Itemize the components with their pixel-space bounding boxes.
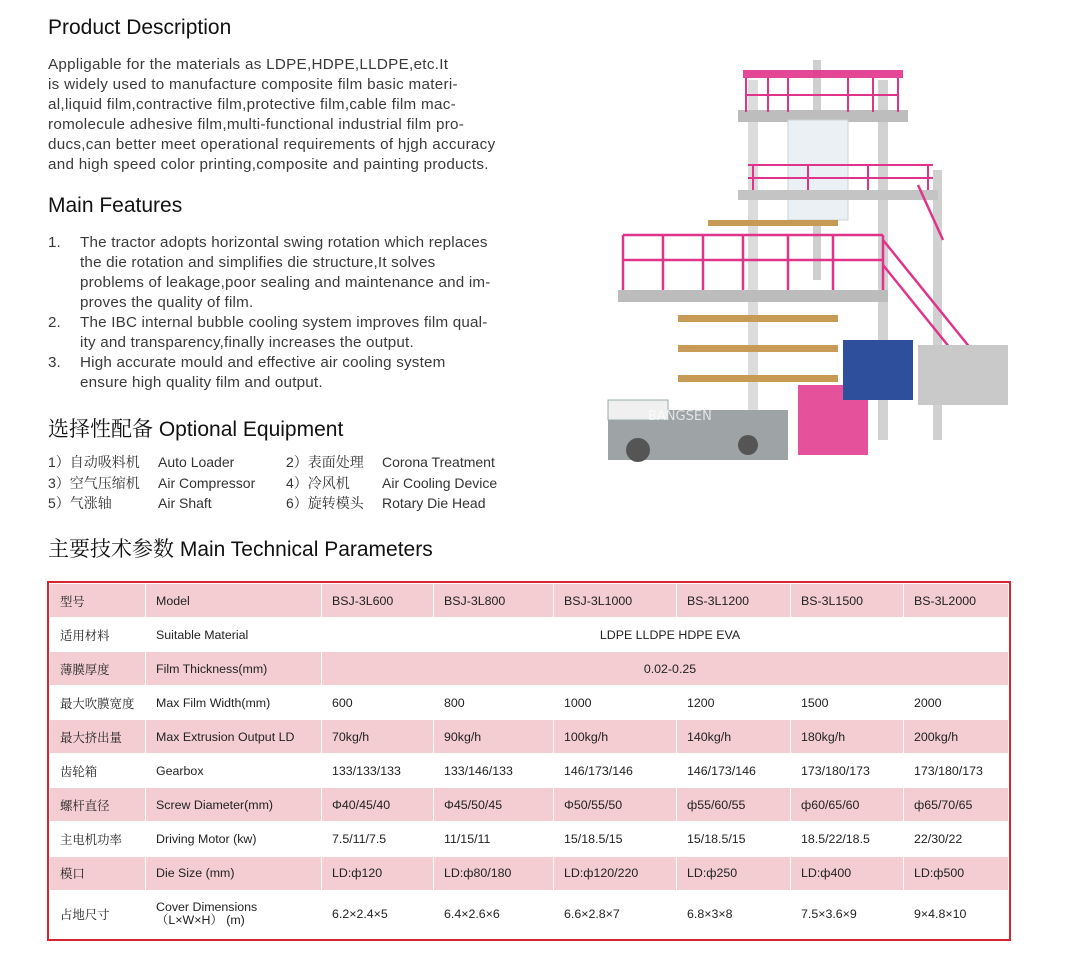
table-cell: ф55/60/55 xyxy=(677,788,791,822)
table-cell: 600 xyxy=(322,686,434,720)
table-cell: 146/173/146 xyxy=(677,754,791,788)
table-cell: Φ50/55/50 xyxy=(554,788,677,822)
feature-number: 1. xyxy=(48,234,61,251)
table-row xyxy=(50,822,1009,856)
description-line: al,liquid film,contractive film,protective film,cable film mac- xyxy=(48,96,456,113)
table-cell: 133/146/133 xyxy=(434,754,554,788)
optional-en: Corona Treatment xyxy=(382,454,495,471)
feature-text xyxy=(80,353,542,393)
table-cell: LD:ф250 xyxy=(677,856,791,890)
table-cell: 6.6×2.8×7 xyxy=(554,890,677,938)
row-label-en: Die Size (mm) xyxy=(146,856,322,890)
table-cell: BS-3L1500 xyxy=(791,584,904,618)
table-cell: Φ45/50/45 xyxy=(434,788,554,822)
row-label-en: Max Extrusion Output LD xyxy=(146,720,322,754)
table-cell: 180kg/h xyxy=(791,720,904,754)
table-cell: 18.5/22/18.5 xyxy=(791,822,904,856)
optional-row xyxy=(48,473,542,494)
table-cell: BSJ-3L600 xyxy=(322,584,434,618)
table-cell: LD:ф120 xyxy=(322,856,434,890)
row-label-cn: 螺杆直径 xyxy=(50,788,146,822)
description-line: ducs,can better meet operational requirements of hjgh accuracy xyxy=(48,136,496,153)
feature-line: The IBC internal bubble cooling system improves film qual- xyxy=(80,314,488,331)
row-label-en: Suitable Material xyxy=(146,618,322,652)
main-features-list xyxy=(48,233,542,393)
table-cell: 22/30/22 xyxy=(904,822,1009,856)
table-cell: 133/133/133 xyxy=(322,754,434,788)
table-cell: BSJ-3L800 xyxy=(434,584,554,618)
optional-equipment-title: 选择性配备 Optional Equipment xyxy=(48,418,344,441)
row-label-cn: 齿轮箱 xyxy=(50,754,146,788)
table-cell: 7.5×3.6×9 xyxy=(791,890,904,938)
table-row xyxy=(50,652,1009,686)
table-cell: 100kg/h xyxy=(554,720,677,754)
table-cell: 173/180/173 xyxy=(791,754,904,788)
row-label-cn: 薄膜厚度 xyxy=(50,652,146,686)
table-cell: 6.4×2.6×6 xyxy=(434,890,554,938)
table-cell: 173/180/173 xyxy=(904,754,1009,788)
optional-equipment-list xyxy=(48,452,542,514)
table-row xyxy=(50,720,1009,754)
table-cell: 200kg/h xyxy=(904,720,1009,754)
table-cell: 140kg/h xyxy=(677,720,791,754)
optional-en: Air Compressor xyxy=(158,474,256,491)
table-cell: 15/18.5/15 xyxy=(554,822,677,856)
row-label-en: Cover Dimensions （L×W×H） (m) xyxy=(146,890,322,938)
table-cell: 70kg/h xyxy=(322,720,434,754)
row-label-cn: 主电机功率 xyxy=(50,822,146,856)
table-cell-merged: 0.02-0.25 xyxy=(322,652,1009,686)
feature-line: The tractor adopts horizontal swing rotation which replaces xyxy=(80,234,488,251)
table-row xyxy=(50,890,1009,938)
row-label-cn: 占地尺寸 xyxy=(50,890,146,938)
table-cell: 15/18.5/15 xyxy=(677,822,791,856)
table-cell: 90kg/h xyxy=(434,720,554,754)
table-row xyxy=(50,754,1009,788)
table-row xyxy=(50,856,1009,890)
table-row xyxy=(50,618,1009,652)
optional-cn: 5）气涨轴 xyxy=(48,495,112,512)
description-line: and high speed color printing,composite and painting products. xyxy=(48,156,489,173)
feature-line: High accurate mould and effective air cooling system xyxy=(80,354,446,371)
feature-item xyxy=(48,233,542,313)
table-cell: 11/15/11 xyxy=(434,822,554,856)
table-cell: BSJ-3L1000 xyxy=(554,584,677,618)
table-cell: 6.8×3×8 xyxy=(677,890,791,938)
technical-parameters-title: 主要技术参数 Main Technical Parameters xyxy=(48,538,433,561)
optional-cn: 2）表面处理 xyxy=(286,454,364,471)
table-cell: LD:ф400 xyxy=(791,856,904,890)
optional-cn: 6）旋转模头 xyxy=(286,495,364,512)
watermark-text: BANGSEN xyxy=(648,409,712,424)
optional-en: Rotary Die Head xyxy=(382,495,486,512)
optional-en: Air Shaft xyxy=(158,495,212,512)
optional-cn: 4）冷风机 xyxy=(286,474,350,491)
table-cell: ф60/65/60 xyxy=(791,788,904,822)
row-label-en: Driving Motor (kw) xyxy=(146,822,322,856)
row-label-en: Film Thickness(mm) xyxy=(146,652,322,686)
row-label-en: Max Film Width(mm) xyxy=(146,686,322,720)
table-cell: Φ40/45/40 xyxy=(322,788,434,822)
table-cell: BS-3L1200 xyxy=(677,584,791,618)
table-cell: 7.5/11/7.5 xyxy=(322,822,434,856)
table-cell: LD:ф500 xyxy=(904,856,1009,890)
row-label-cn: 适用材料 xyxy=(50,618,146,652)
table-cell: 1200 xyxy=(677,686,791,720)
row-label-cn: 最大吹膜宽度 xyxy=(50,686,146,720)
feature-number: 2. xyxy=(48,314,61,331)
table-cell: 9×4.8×10 xyxy=(904,890,1009,938)
row-label-en: Model xyxy=(146,584,322,618)
description-line: is widely used to manufacture composite film basic materi- xyxy=(48,76,458,93)
machine-frame xyxy=(608,60,1008,462)
table-cell: 146/173/146 xyxy=(554,754,677,788)
table-row xyxy=(50,584,1009,618)
feature-line: the die rotation and simplifies die structure,It solves xyxy=(80,254,436,271)
table-cell: BS-3L2000 xyxy=(904,584,1009,618)
main-features-title: Main Features xyxy=(48,194,183,217)
feature-line: proves the quality of film. xyxy=(80,294,254,311)
row-label-cn: 最大挤出量 xyxy=(50,720,146,754)
description-line: romolecule adhesive film,multi-functional industrial film pro- xyxy=(48,116,465,133)
table-cell: LD:ф80/180 xyxy=(434,856,554,890)
table-cell: 800 xyxy=(434,686,554,720)
feature-line: problems of leakage,poor sealing and maintenance and im- xyxy=(80,274,491,291)
blown-film-machine-image xyxy=(588,40,1028,485)
feature-item xyxy=(48,313,542,353)
optional-en: Auto Loader xyxy=(158,454,235,471)
row-label-cn: 型号 xyxy=(50,584,146,618)
table-row xyxy=(50,788,1009,822)
optional-en: Air Cooling Device xyxy=(382,474,498,491)
description-line: Appligable for the materials as LDPE,HDPE,LLDPE,etc.It xyxy=(48,56,449,73)
table-cell: LD:ф120/220 xyxy=(554,856,677,890)
table-cell: 1000 xyxy=(554,686,677,720)
optional-row xyxy=(48,452,542,473)
feature-line: ensure high quality film and output. xyxy=(80,374,323,391)
optional-cn: 1）自动吸料机 xyxy=(48,454,140,471)
product-description-text xyxy=(48,55,542,175)
table-cell: 1500 xyxy=(791,686,904,720)
table-cell: 6.2×2.4×5 xyxy=(322,890,434,938)
row-label-cn: 模口 xyxy=(50,856,146,890)
feature-text xyxy=(80,313,542,353)
feature-item xyxy=(48,353,542,393)
row-label-en: Gearbox xyxy=(146,754,322,788)
feature-number: 3. xyxy=(48,354,61,371)
table-cell-merged: LDPE LLDPE HDPE EVA xyxy=(322,618,1009,652)
table-row xyxy=(50,686,1009,720)
parameters-table xyxy=(47,581,1011,941)
feature-line: ity and transparency,finally increases the output. xyxy=(80,334,414,351)
feature-text xyxy=(80,233,542,313)
table-cell: 2000 xyxy=(904,686,1009,720)
optional-cn: 3）空气压缩机 xyxy=(48,474,140,491)
product-description-title: Product Description xyxy=(48,16,232,39)
table-cell: ф65/70/65 xyxy=(904,788,1009,822)
optional-row xyxy=(48,493,542,514)
row-label-en: Screw Diameter(mm) xyxy=(146,788,322,822)
